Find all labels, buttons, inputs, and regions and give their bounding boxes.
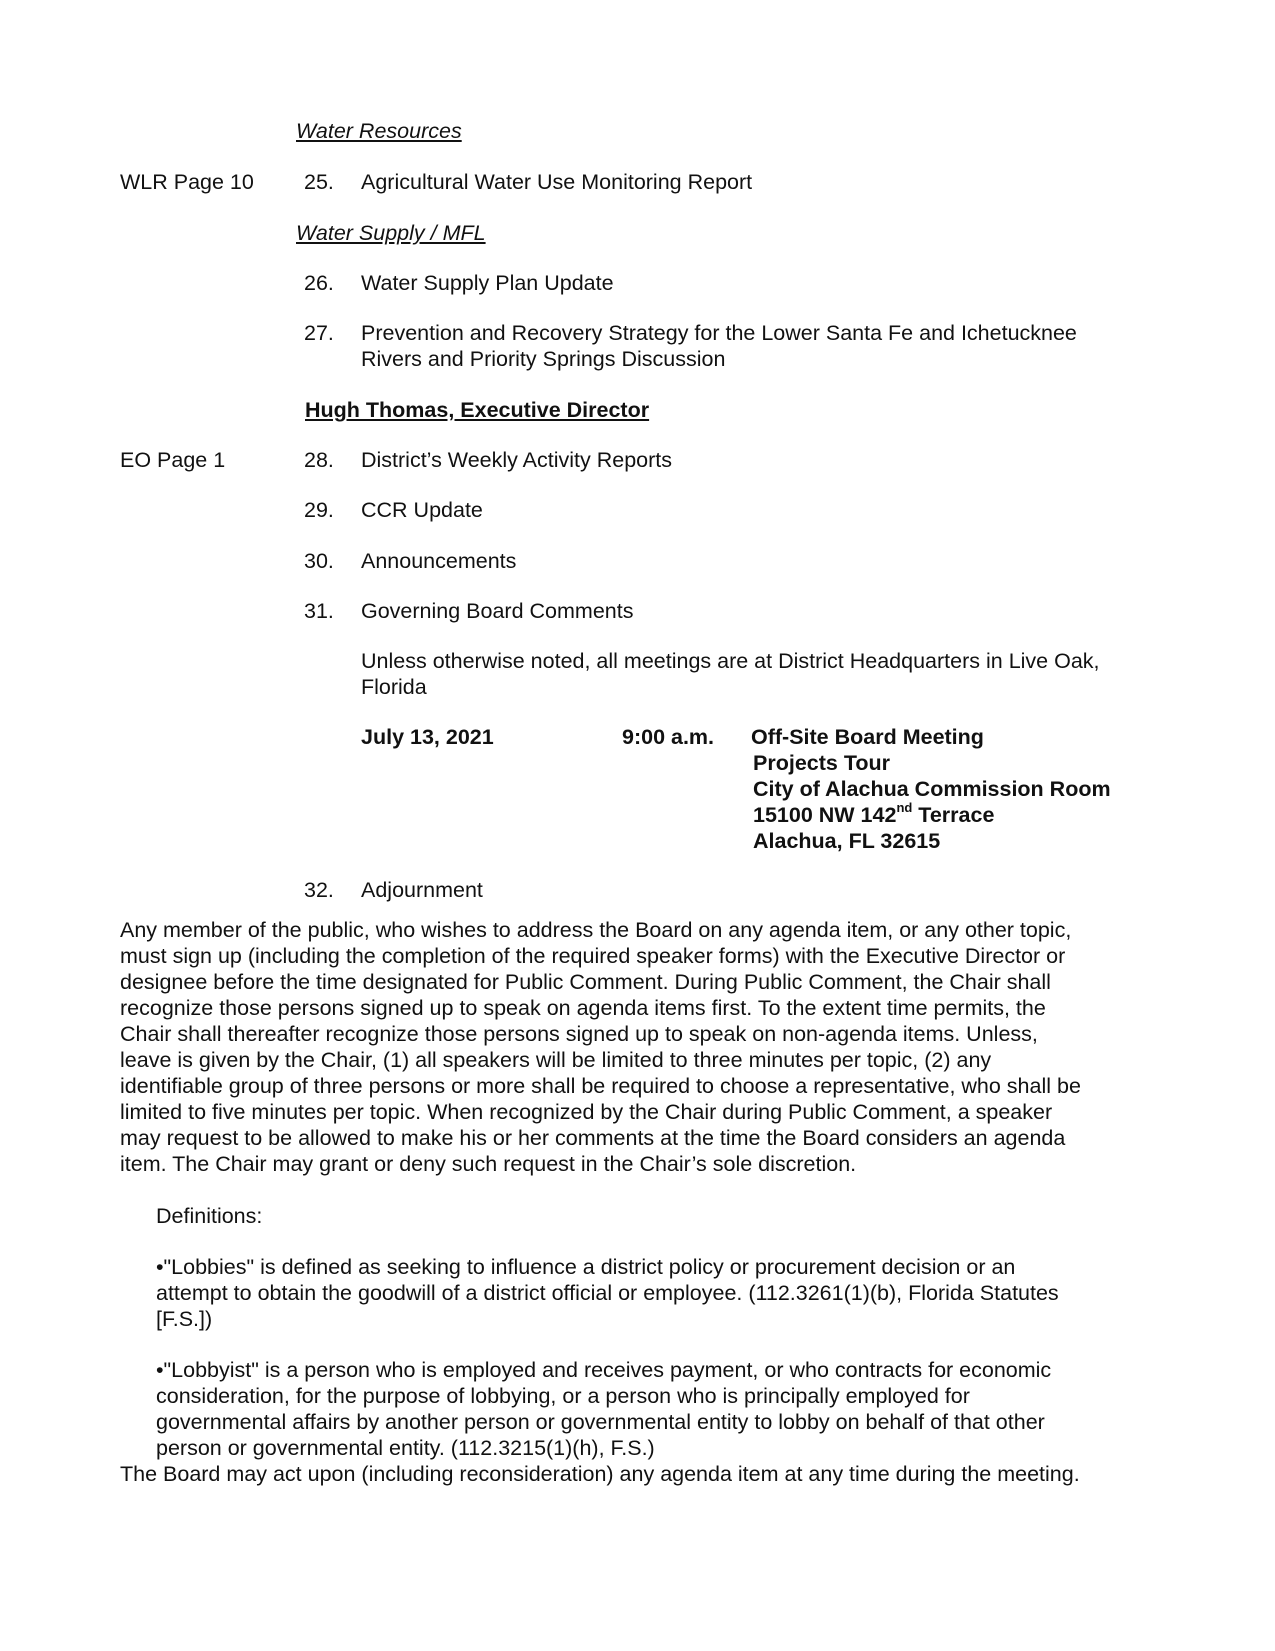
- meeting-address-suffix: nd: [896, 799, 913, 815]
- page-ref-eo: EO Page 1: [120, 448, 226, 472]
- meetings-note-line1: Unless otherwise noted, all meetings are at District Headquarters in Live Oak,: [361, 649, 1100, 673]
- meetings-note-line2: Florida: [361, 675, 427, 699]
- meeting-date: July 13, 2021: [361, 725, 494, 749]
- item-number-27: 27.: [304, 321, 334, 345]
- public-comment-line: leave is given by the Chair, (1) all speakers will be limited to three minutes per topic, (2) any: [120, 1048, 992, 1072]
- section-heading-executive-director: Hugh Thomas, Executive Director: [305, 398, 650, 422]
- item-number-29: 29.: [304, 498, 334, 522]
- public-comment-line: designee before the time designated for Public Comment. During Public Comment, the Chair shall: [120, 970, 1051, 994]
- item-text-26: Water Supply Plan Update: [361, 271, 614, 295]
- item-text-29: CCR Update: [361, 498, 483, 522]
- definition-lobbyist-line: •"Lobbyist" is a person who is employed and receives payment, or who contracts for economic: [156, 1358, 1052, 1382]
- page-ref-wlr: WLR Page 10: [120, 170, 254, 194]
- public-comment-line: identifiable group of three persons or more shall be required to choose a representative, who shall be: [120, 1074, 1081, 1098]
- item-number-28: 28.: [304, 448, 334, 472]
- definition-lobbies-line: attempt to obtain the goodwill of a district official or employee. (112.3261(1)(b), Florida Statutes: [156, 1281, 1059, 1305]
- definitions-label: Definitions:: [156, 1204, 263, 1228]
- public-comment-line: item. The Chair may grant or deny such request in the Chair’s sole discretion.: [120, 1152, 857, 1176]
- closing-statement: The Board may act upon (including reconsideration) any agenda item at any time during the meeting.: [120, 1462, 1080, 1486]
- item-number-30: 30.: [304, 549, 334, 573]
- meeting-address-number: 15100 NW 142: [753, 803, 897, 827]
- public-comment-line: recognize those persons signed up to speak on agenda items first. To the extent time permits, the: [120, 996, 1046, 1020]
- item-number-32: 32.: [304, 878, 334, 902]
- section-heading-water-supply: Water Supply / MFL: [296, 221, 486, 245]
- meeting-detail-room: City of Alachua Commission Room: [753, 777, 1111, 801]
- definition-lobbyist-line: governmental affairs by another person or governmental entity to lobby on behalf of that other: [156, 1410, 1045, 1434]
- meeting-time: 9:00 a.m.: [622, 725, 715, 749]
- meeting-address-street: Terrace: [912, 803, 995, 827]
- item-text-32: Adjournment: [361, 878, 483, 902]
- item-text-30: Announcements: [361, 549, 517, 573]
- definition-lobbyist-line: person or governmental entity. (112.3215(1)(h), F.S.): [156, 1436, 655, 1460]
- item-text-28: District’s Weekly Activity Reports: [361, 448, 673, 472]
- meeting-city: Alachua, FL 32615: [753, 829, 941, 853]
- definition-lobbies-line: [F.S.]): [156, 1307, 213, 1331]
- section-heading-water-resources: Water Resources: [296, 119, 462, 143]
- public-comment-line: Any member of the public, who wishes to address the Board on any agenda item, or any other topic,: [120, 918, 1072, 942]
- public-comment-line: limited to five minutes per topic. When recognized by the Chair during Public Comment, a speaker: [120, 1100, 1053, 1124]
- item-text-27-line2: Rivers and Priority Springs Discussion: [361, 347, 726, 371]
- definition-lobbies-line: •"Lobbies" is defined as seeking to influence a district policy or procurement decision or an: [156, 1255, 1016, 1279]
- public-comment-line: must sign up (including the completion of the required speaker forms) with the Executive Director or: [120, 944, 1066, 968]
- meeting-detail-projects-tour: Projects Tour: [753, 751, 890, 775]
- item-text-27-line1: Prevention and Recovery Strategy for the Lower Santa Fe and Ichetucknee: [361, 321, 1077, 345]
- definition-lobbyist-line: consideration, for the purpose of lobbying, or a person who is principally employed for: [156, 1384, 970, 1408]
- public-comment-line: may request to be allowed to make his or her comments at the time the Board considers an agenda: [120, 1126, 1066, 1150]
- item-number-31: 31.: [304, 599, 334, 623]
- item-number-26: 26.: [304, 271, 334, 295]
- item-text-25: Agricultural Water Use Monitoring Report: [361, 170, 753, 194]
- public-comment-line: Chair shall thereafter recognize those persons signed up to speak on non-agenda items. Unless,: [120, 1022, 1038, 1046]
- meeting-address: [753, 799, 995, 828]
- item-number-25: 25.: [304, 170, 334, 194]
- meeting-title: Off-Site Board Meeting: [751, 725, 984, 749]
- item-text-31: Governing Board Comments: [361, 599, 634, 623]
